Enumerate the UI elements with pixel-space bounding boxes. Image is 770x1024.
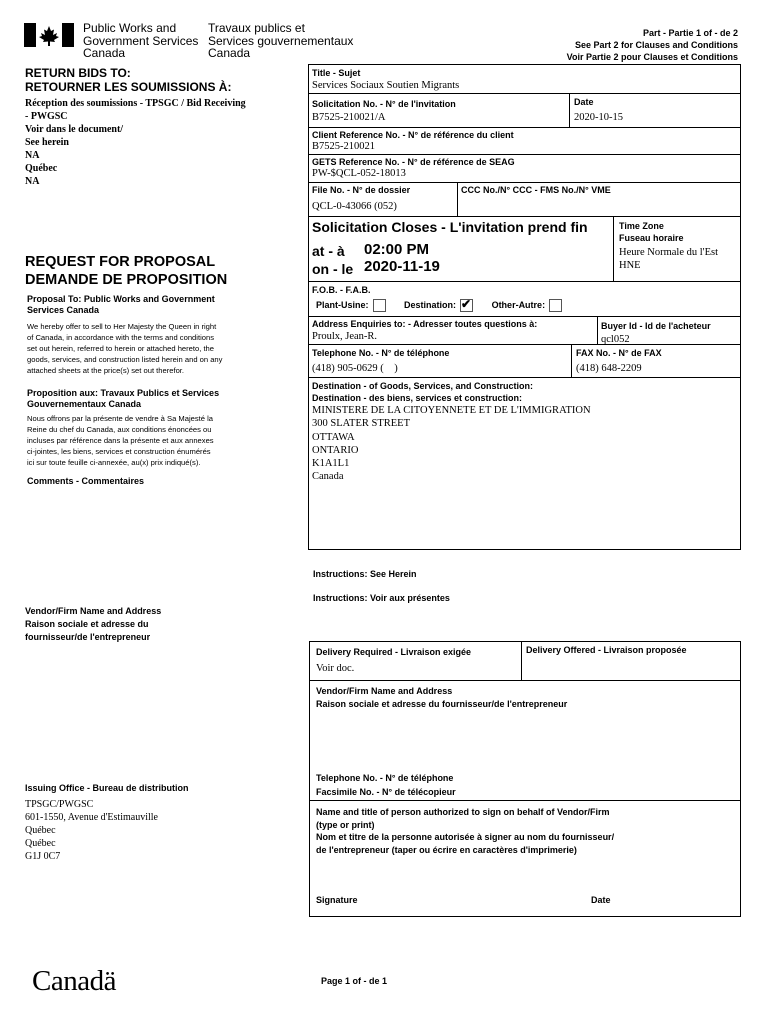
department-name-en — [83, 22, 198, 60]
address-enquiries-value: Proulx, Jean-R. — [312, 331, 378, 342]
proposal-to — [27, 294, 215, 316]
authorized-person-label — [316, 806, 614, 856]
tel-label-line: Facsimile No. - N° de télécopieur — [316, 787, 456, 797]
file-number-value: QCL-0-43066 (052) — [312, 201, 397, 212]
return-line: Québec — [25, 163, 58, 174]
time-zone-label — [619, 220, 684, 244]
name-title-line: de l'entrepreneur (taper ou écrire en caractères d'imprimerie) — [316, 844, 577, 855]
delivery-required-value: Voir doc. — [316, 663, 355, 674]
part-line: Voir Partie 2 pour Clauses et Conditions — [566, 52, 738, 62]
issuing-office-address — [25, 798, 158, 863]
dept-fr-line: Services gouvernementaux — [208, 33, 354, 48]
comments-label: Comments - Commentaires — [27, 476, 145, 486]
offer-en-line: attached sheets at the price(s) set out therefor. — [27, 366, 185, 375]
destination-label: Destination: — [404, 299, 457, 310]
issuing-line: Québec — [25, 825, 56, 836]
delivery-required-label: Delivery Required - Livraison exigée — [316, 647, 472, 657]
return-bids-title — [25, 66, 231, 94]
closing-at-label: at - à — [312, 243, 345, 259]
return-title-line: RETURN BIDS TO: — [25, 66, 131, 80]
issuing-line: 601-1550, Avenue d'Estimauville — [25, 812, 158, 823]
dept-en-line: Canada — [83, 46, 126, 60]
tz-label-line: Time Zone — [619, 221, 664, 231]
proposal-to-line: Proposal To: Public Works and Government — [27, 294, 215, 304]
destination-goods-label — [312, 380, 533, 404]
tel-label-line: Telephone No. - N° de téléphone — [316, 773, 454, 783]
client-reference-value: B7525-210021 — [312, 141, 375, 152]
client-reference-label: Client Reference No. - N° de référence du client — [312, 130, 514, 140]
name-title-line: Nom et titre de la personne autorisée à signer au nom du fournisseur/ — [316, 832, 615, 842]
canada-flag-icon — [24, 23, 74, 47]
issuing-line: Québec — [25, 838, 56, 849]
offer-fr-line: ci-jointes, les biens, services et construction énumérés — [27, 447, 211, 456]
date-value: 2020-10-15 — [574, 112, 623, 123]
buyer-id-value: qcl052 — [601, 334, 630, 344]
dept-fr-line: Canada — [208, 46, 251, 60]
dest-value-line: 300 SLATER STREET — [312, 418, 411, 430]
return-line: Réception des soumissions - TPSGC / Bid Receiving — [25, 98, 246, 109]
plant-checkbox[interactable] — [373, 299, 386, 312]
tz-value-line: HNE — [619, 260, 641, 271]
return-line: NA — [25, 150, 40, 161]
time-zone-value — [619, 246, 718, 272]
return-line: NA — [25, 176, 40, 187]
dept-fr-line: Travaux publics et — [208, 21, 305, 35]
return-line: - PWGSC — [25, 111, 68, 122]
dest-label-line: Destination - of Goods, Services, and Construction: — [312, 381, 534, 391]
instructions-en: Instructions: See Herein — [313, 569, 417, 579]
proposition-aux-line: Gouvernementaux Canada — [27, 399, 142, 409]
address-enquiries-label: Address Enquiries to: - Adresser toutes questions à: — [312, 319, 538, 329]
offer-en-line: goods, services, and construction listed herein and on any — [27, 355, 223, 364]
signature-date-label: Date — [591, 895, 611, 905]
part-indicator — [567, 27, 738, 63]
tz-label-line: Fuseau horaire — [619, 233, 684, 243]
offer-text-fr — [27, 413, 214, 468]
buyer-id-label: Buyer Id - Id de l'acheteur — [601, 321, 711, 331]
tz-value-line: Heure Normale du l'Est — [619, 247, 718, 258]
dest-label-line: Destination - des biens, services et construction: — [312, 393, 523, 403]
return-address — [25, 97, 246, 188]
proposal-to-line: Services Canada — [27, 305, 100, 315]
dest-value-line: K1A1L1 — [312, 458, 350, 470]
proposition-aux-line: Proposition aux: Travaux Publics et Services — [27, 388, 220, 398]
department-name-fr — [208, 22, 353, 60]
dest-value-line: MINISTERE DE LA CITOYENNETE ET DE L'IMMIGRATION — [312, 405, 591, 416]
solicitation-closes-title: Solicitation Closes - L'invitation prend fin — [312, 219, 588, 235]
file-number-label: File No. - N° de dossier — [312, 185, 411, 195]
fax-value: (418) 648-2209 — [576, 363, 642, 374]
vendor-title-line: fournisseur/de l'entrepreneur — [25, 632, 151, 642]
telephone-value: (418) 905-0629 ( ) — [312, 363, 398, 374]
vendor-telephone-label — [316, 771, 456, 799]
vendor-title-line: Raison sociale et adresse du — [25, 619, 149, 629]
closing-date-value: 2020-11-19 — [364, 258, 440, 275]
rfp-title — [25, 253, 227, 289]
part-line: Part - Partie 1 of - de 2 — [642, 28, 738, 38]
date-label: Date — [574, 97, 594, 107]
part-line: See Part 2 for Clauses and Conditions — [574, 40, 738, 50]
dest-value-line: ONTARIO — [312, 444, 359, 456]
gets-reference-label: GETS Reference No. - N° de référence de SEAG — [312, 157, 515, 167]
proposition-aux — [27, 388, 219, 410]
offer-en-line: set out herein, referred to herein or attached hereto, the — [27, 344, 215, 353]
return-line: See herein — [25, 137, 69, 148]
other-checkbox[interactable] — [549, 299, 562, 312]
gets-reference-value: PW-$QCL-052-18013 — [312, 168, 406, 179]
fax-label: FAX No. - N° de FAX — [576, 348, 662, 358]
issuing-line: G1J 0C7 — [25, 851, 61, 862]
vendor-title-line: Vendor/Firm Name and Address — [25, 606, 162, 616]
offer-text-en — [27, 321, 222, 376]
fob-label: F.O.B. - F.A.B. — [312, 285, 371, 295]
issuing-line: TPSGC/PWGSC — [25, 799, 94, 810]
destination-checkbox[interactable] — [460, 299, 473, 312]
page-number: Page 1 of - de 1 — [321, 976, 388, 986]
solicitation-number-value: B7525-210021/A — [312, 112, 386, 123]
solicitation-number-label: Solicitation No. - N° de l'invitation — [312, 99, 456, 109]
offer-fr-line: Nous offrons par la présente de vendre à Sa Majesté la — [27, 414, 214, 423]
other-label: Other-Autre: — [491, 299, 546, 310]
name-title-line: (type or print) — [316, 819, 375, 830]
dept-en-line: Government Services — [83, 33, 199, 48]
offer-fr-line: Reine du chef du Canada, aux conditions énoncées ou — [27, 425, 212, 434]
offer-en-line: of Canada, in accordance with the terms and conditions — [27, 333, 214, 342]
destination-goods-value — [312, 404, 591, 484]
return-title-line: RETOURNER LES SOUMISSIONS À: — [25, 80, 232, 94]
dest-value-line: Canada — [312, 471, 344, 483]
return-line: Voir dans le document/ — [25, 124, 124, 135]
ccc-number-label: CCC No./N° CCC - FMS No./N° VME — [461, 185, 611, 195]
title-label: Title - Sujet — [312, 68, 361, 78]
fob-options — [316, 299, 562, 312]
vendor-label-line: Vendor/Firm Name and Address — [316, 686, 453, 696]
closing-on-label: on - le — [312, 261, 354, 277]
dept-en-line: Public Works and — [83, 21, 177, 35]
vendor-firm-label — [316, 685, 567, 710]
offer-en-line: We hereby offer to sell to Her Majesty the Queen in right — [27, 322, 217, 331]
closing-time-value: 02:00 PM — [364, 241, 430, 258]
issuing-office-label: Issuing Office - Bureau de distribution — [25, 783, 189, 793]
offer-fr-line: ici sur toute feuille ci-annexée, au(x) prix indiqué(s). — [27, 458, 201, 467]
rfp-title-line: REQUEST FOR PROPOSAL — [25, 254, 216, 270]
telephone-label: Telephone No. - N° de téléphone — [312, 348, 450, 358]
vendor-label-line: Raison sociale et adresse du fournisseur/de l'entrepreneur — [316, 698, 568, 709]
offer-fr-line: incluses par référence dans la présente et aux annexes — [27, 436, 214, 445]
title-value: Services Sociaux Soutien Migrants — [312, 80, 460, 91]
rfp-title-line: DEMANDE DE PROPOSITION — [25, 272, 228, 288]
vendor-firm-label-left — [25, 605, 161, 644]
canada-wordmark: Canadä — [32, 965, 116, 997]
name-title-line: Name and title of person authorized to sign on behalf of Vendor/Firm — [316, 807, 610, 817]
signature-label: Signature — [316, 895, 358, 905]
dest-value-line: OTTAWA — [312, 431, 355, 443]
check-icon: ✔ — [461, 297, 472, 311]
plant-label: Plant-Usine: — [316, 299, 369, 310]
delivery-offered-label: Delivery Offered - Livraison proposée — [526, 645, 687, 655]
instructions-fr: Instructions: Voir aux présentes — [313, 593, 450, 603]
